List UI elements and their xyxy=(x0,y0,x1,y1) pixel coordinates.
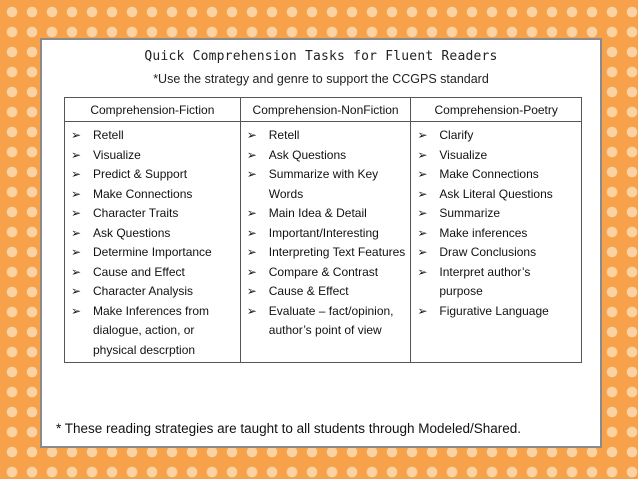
list-item: ➢ Make Connections xyxy=(71,185,236,205)
list-item: ➢ Make inferences xyxy=(417,224,577,244)
list-item: ➢ Cause & Effect xyxy=(247,282,407,302)
list-item: ➢ Ask Literal Questions xyxy=(417,185,577,205)
list-item: ➢ Visualize xyxy=(71,146,236,166)
list-item: ➢ Clarify xyxy=(417,126,577,146)
list-item: ➢ Interpreting Text Features xyxy=(247,243,407,263)
list-item: ➢ Character Traits xyxy=(71,204,236,224)
column-header-poetry: Comprehension-Poetry xyxy=(411,98,582,122)
page-subtitle: *Use the strategy and genre to support the CCGPS standard xyxy=(153,72,489,86)
list-item: ➢ Visualize xyxy=(417,146,577,166)
nonfiction-list xyxy=(247,126,407,341)
list-item: ➢ Predict & Support xyxy=(71,165,236,185)
list-item: ➢ Evaluate – fact/opinion, author’s point of view xyxy=(247,302,407,341)
list-item: ➢ Character Analysis xyxy=(71,282,236,302)
list-item: ➢ Draw Conclusions xyxy=(417,243,577,263)
list-item: ➢ Retell xyxy=(71,126,236,146)
list-item: ➢ Summarize with Key Words xyxy=(247,165,407,204)
list-item: ➢ Main Idea & Detail xyxy=(247,204,407,224)
list-item: ➢ Interpret author’s purpose xyxy=(417,263,577,302)
table-body-row xyxy=(65,122,582,363)
list-item: ➢ Ask Questions xyxy=(247,146,407,166)
list-item: ➢ Figurative Language xyxy=(417,302,577,322)
strategies-table xyxy=(64,97,582,363)
page-title: Quick Comprehension Tasks for Fluent Readers xyxy=(144,49,498,64)
column-header-fiction: Comprehension-Fiction xyxy=(65,98,241,122)
list-item: ➢ Make Connections xyxy=(417,165,577,185)
list-item: ➢ Make Inferences from dialogue, action, or physical descrption xyxy=(71,302,236,361)
nonfiction-cell xyxy=(240,122,411,363)
fiction-cell xyxy=(65,122,241,363)
column-header-nonfiction: Comprehension-NonFiction xyxy=(240,98,411,122)
list-item: ➢ Ask Questions xyxy=(71,224,236,244)
poetry-cell xyxy=(411,122,582,363)
list-item: ➢ Important/Interesting xyxy=(247,224,407,244)
footnote: * These reading strategies are taught to all students through Modeled/Shared. xyxy=(56,421,522,436)
fiction-list xyxy=(71,126,236,360)
list-item: ➢ Summarize xyxy=(417,204,577,224)
content-card xyxy=(40,38,602,448)
list-item: ➢ Determine Importance xyxy=(71,243,236,263)
table-header-row xyxy=(65,98,582,122)
list-item: ➢ Compare & Contrast xyxy=(247,263,407,283)
poetry-list xyxy=(417,126,577,321)
list-item: ➢ Retell xyxy=(247,126,407,146)
list-item: ➢ Cause and Effect xyxy=(71,263,236,283)
